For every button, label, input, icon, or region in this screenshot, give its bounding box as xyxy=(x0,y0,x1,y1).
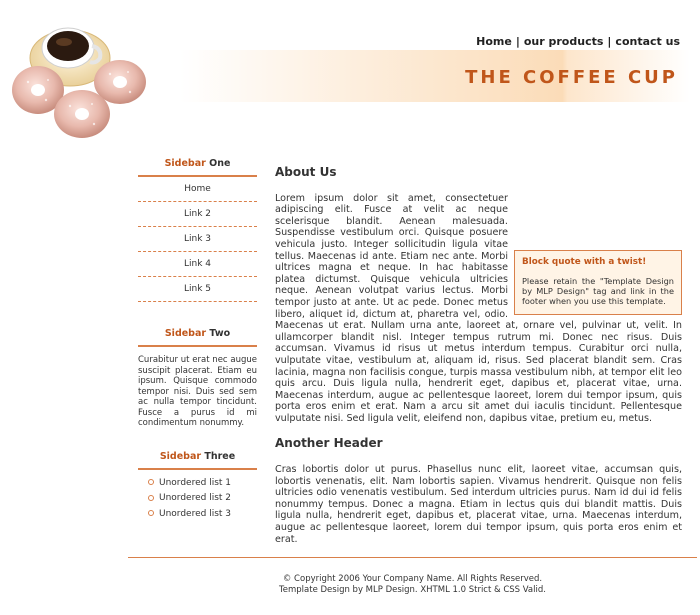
sidebar-one-title: Sidebar One xyxy=(138,150,257,177)
site-title: THE COFFEE CUP xyxy=(465,67,678,88)
sidebar-menu xyxy=(138,177,257,302)
bullet-icon xyxy=(148,510,154,516)
top-navigation xyxy=(476,35,680,48)
list-item[interactable]: Unordered list 1 xyxy=(148,476,257,492)
sidebar-item-link-4[interactable]: Link 4 xyxy=(138,252,257,277)
block-quote-text: Please retain the "Template Design by MLP Design" tag and link in the footer when you use this template. xyxy=(522,275,674,307)
footer-credit[interactable]: Template Design by MLP Design. XHTML 1.0 Strict & CSS Valid. xyxy=(279,585,546,595)
sidebar-item-home[interactable]: Home xyxy=(138,177,257,202)
main-content xyxy=(275,162,682,545)
block-quote-title: Block quote with a twist! xyxy=(522,256,647,267)
nav-products-link[interactable]: our products xyxy=(523,35,604,48)
bullet-icon xyxy=(148,495,154,501)
sidebar-item-link-2[interactable]: Link 2 xyxy=(138,202,257,227)
about-heading: About Us xyxy=(275,165,337,179)
nav-separator: | xyxy=(607,35,612,48)
list-item[interactable]: Unordered list 3 xyxy=(148,507,257,523)
another-paragraph: Cras lobortis dolor ut purus. Phasellus nunc elit, laoreet vitae, accumsan quis, lobortis venenatis, elit. Nam lobortis sapien. Vivamus hendrerit. Quisque non felis ultricies odio venenatis vestibulum. Sed interdum ultricies purus. Nam id dui id felis nonummy tempus. Donec a magna. Etiam in lectus quis dui blandit mattis. Duis ligula nulla, hendrerit eget, dapibus et, placerat vitae, urna. Maecenas interdum, augue ac pellentesque laoreet, lorem dui tempor ipsum, quis porta eros enim et erat. xyxy=(275,464,682,545)
sidebar xyxy=(138,150,257,522)
block-quote xyxy=(514,250,682,316)
about-paragraph xyxy=(275,193,682,425)
coffee-donuts-logo-icon xyxy=(8,10,163,145)
bullet-icon xyxy=(148,479,154,485)
sidebar-two-title: Sidebar Two xyxy=(138,320,257,347)
header xyxy=(0,0,700,150)
nav-contact-link[interactable]: contact us xyxy=(615,35,680,48)
nav-separator: | xyxy=(515,35,520,48)
another-heading: Another Header xyxy=(275,436,383,451)
nav-home-link[interactable]: Home xyxy=(476,35,512,48)
sidebar-two-text: Curabitur ut erat nec augue suscipit placerat. Etiam eu ipsum. Quisque commodo tempor nisi. Duis sed sem ac nulla tempor tincidunt. Fusce a purus id mi condimentum nonummy. xyxy=(138,355,257,428)
footer-copyright: © Copyright 2006 Your Company Name. All Rights Reserved. xyxy=(282,574,543,584)
about-text: Lorem ipsum dolor sit amet, consectetuer adipiscing elit. Fusce at velit ac neque scelerisque blandit. Aenean malesuada. Suspendisse vestibulum orci. Quisque posuere vehicula justo. Integer sollicitudin ligula vitae tellus. Maecenas id ante. Etiam nec ante. Morbi ultrices magna et neque. In hac habitasse platea dictumst. Quisque vehicula ultricies neque. Aenean volutpat varius lectus. Morbi tempor justo at ante. Ut ac pede. Donec metus libero, aliquet id, dictum at, pharetra vel, odio. Maecenas ut erat. Nullam urna ante, laoreet at, ornare vel, pulvinar ut, velit. In ullamcorper blandit nisl. Integer tempus rutrum mi. Donec nec risus. Duis accumsan. Vivamus id risus ut metus interdum tempus. Curabitur orci nulla, vulputate vitae, vestibulum at, aliquam id, risus. Sed placerat blandit sem. Cras lacinia, magna non facilisis congue, turpis massa vestibulum nibh, at tempor elit leo quis arcu. Duis ligula nulla, hendrerit eget, dapibus et, placerat vitae, urna. Maecenas interdum, augue ac pellentesque laoreet, lorem dui tempor ipsum, quis porta eros enim et erat. Nam a arcu sit amet dui iaculis tincidunt. Pellentesque vulputate nisi. Sed ligula velit, eleifend non, dapibus vitae, pretium eu, metus. xyxy=(275,192,682,424)
sidebar-item-link-3[interactable]: Link 3 xyxy=(138,227,257,252)
list-item[interactable]: Unordered list 2 xyxy=(148,491,257,507)
sidebar-item-link-5[interactable]: Link 5 xyxy=(138,277,257,302)
sidebar-three-title: Sidebar Three xyxy=(138,443,257,470)
sidebar-unordered-list xyxy=(138,476,257,523)
footer-divider xyxy=(128,557,697,558)
footer xyxy=(128,574,697,596)
